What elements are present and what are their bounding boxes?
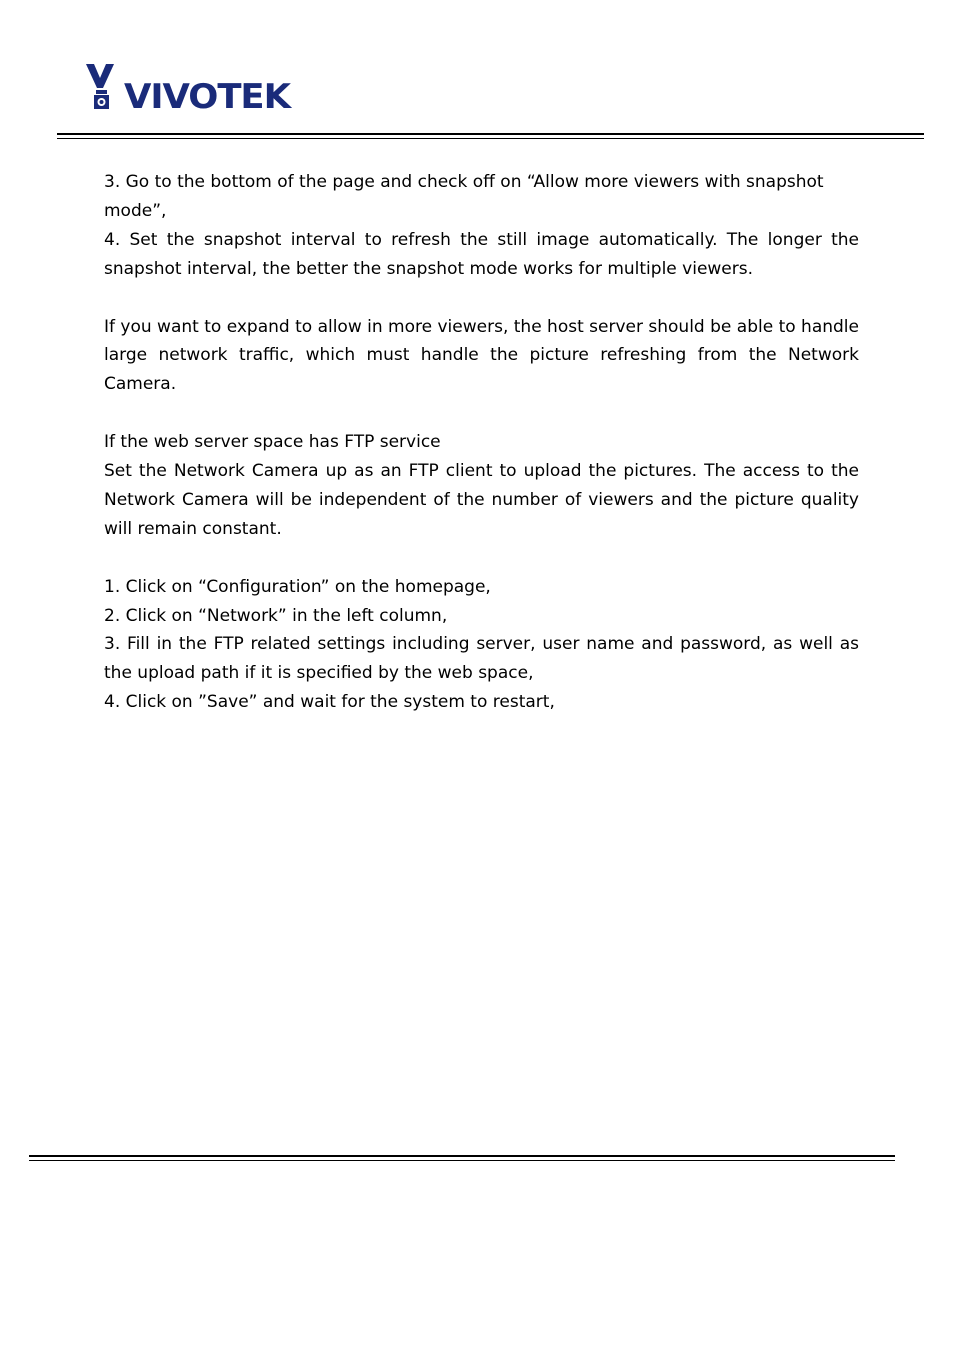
step-4-snapshot: 4. Set the snapshot interval to refresh the still image automatically. The longer the snapshot interval, the better the snapshot mode works for multiple viewers. (104, 229, 859, 279)
document-body (104, 168, 859, 717)
ftp-step-1: 1. Click on “Configuration” on the homepage, (104, 576, 491, 597)
header-divider (57, 133, 924, 139)
expand-viewers-paragraph: If you want to expand to allow in more viewers, the host server should be able to handle large network traffic, which must handle the picture refreshing from the Network Camera. (104, 316, 859, 395)
step-3-snapshot: 3. Go to the bottom of the page and check off on “Allow more viewers with snapshot mode”, (104, 172, 824, 221)
footer-divider (29, 1155, 895, 1161)
ftp-description: Set the Network Camera up as an FTP client to upload the pictures. The access to the Network Camera will be independent of the number of viewers and the picture quality will remain constant. (104, 461, 859, 539)
logo-wordmark: VIVOTEK (124, 77, 293, 114)
ftp-step-4: 4. Click on ”Save” and wait for the system to restart, (104, 692, 555, 713)
vivotek-logo (84, 60, 294, 114)
ftp-step-3: 3. Fill in the FTP related settings including server, user name and password, as well as the upload path if it is specified by the web space, (104, 634, 859, 684)
ftp-step-2: 2. Click on “Network” in the left column, (104, 605, 448, 626)
ftp-heading: If the web server space has FTP service (104, 432, 441, 453)
